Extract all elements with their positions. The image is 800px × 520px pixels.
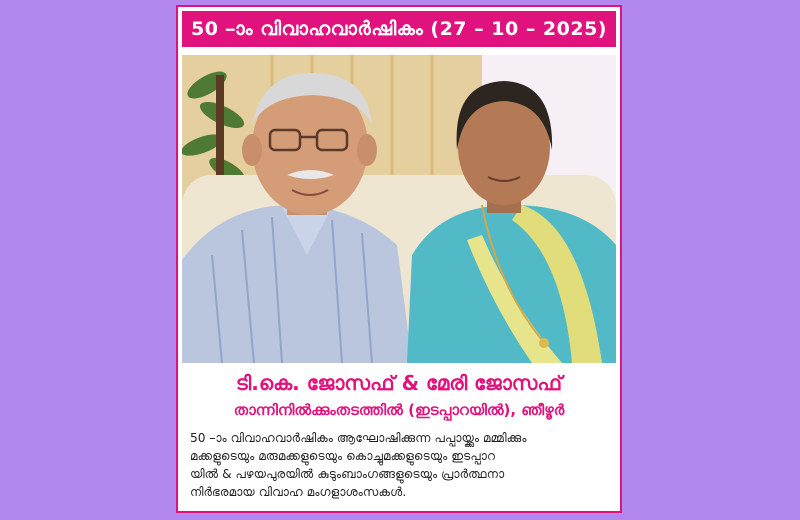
anniversary-title-banner: 50 –ാം വിവാഹവാർഷികം (27 – 10 – 2025)	[182, 11, 616, 47]
family-house-name: താന്നിനിൽക്കുംതടത്തിൽ (ഇടപ്പാറയിൽ), ഞീഴൂർ	[233, 401, 565, 419]
greeting-message	[190, 429, 610, 501]
couple-names: ടി.കെ. ജോസഫ് & മേരി ജോസഫ്	[235, 371, 563, 395]
message-line: യിൽ & പഴയപുരയിൽ കുടുംബാംഗങ്ങളുടെയും പ്രാർത്ഥനാ	[190, 467, 505, 481]
message-line: 50 –ാം വിവാഹവാർഷികം ആഘോഷിക്കുന്ന പപ്പായ്ക്കും മമ്മിക്കും	[190, 431, 527, 445]
message-line: നിർഭരമായ വിവാഹ മംഗളാശംസകൾ.	[190, 485, 407, 499]
anniversary-ad-card	[176, 5, 622, 513]
message-line: മക്കളുടെയും മരുമക്കളുടെയും കൊച്ചുമക്കളുടെയും ഇടപ്പാറ	[190, 449, 496, 463]
couple-photo	[182, 55, 616, 363]
